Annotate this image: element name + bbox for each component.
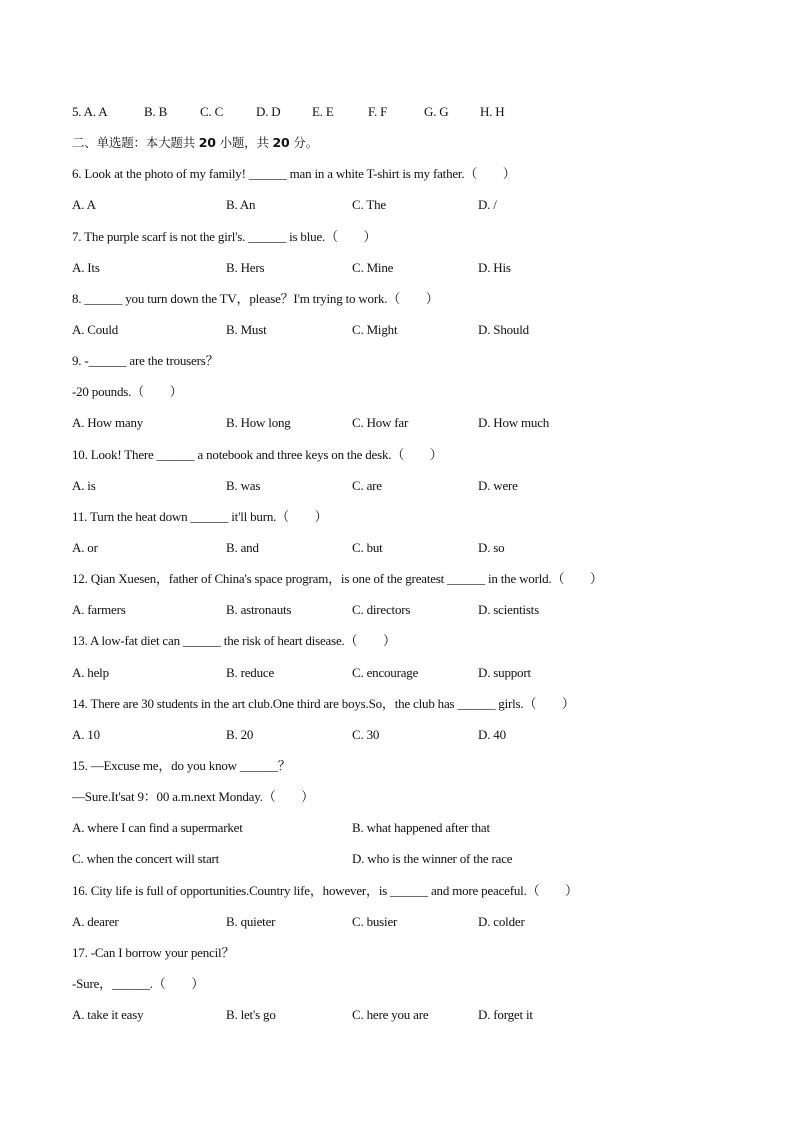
option: D. D xyxy=(256,104,281,119)
option: D. forget it xyxy=(478,1007,533,1023)
question-stem: —Sure.It'sat 9：00 a.m.next Monday.（ ） xyxy=(72,789,314,805)
option: C. here you are xyxy=(352,1007,429,1023)
option: C. Mine xyxy=(352,259,394,275)
option: A. take it easy xyxy=(72,1007,144,1023)
options-row xyxy=(72,850,752,881)
options-row xyxy=(72,539,752,570)
option: B. 20 xyxy=(226,726,254,742)
option: A. How many xyxy=(72,415,144,431)
option: C. Might xyxy=(352,321,398,337)
options-row xyxy=(72,196,752,227)
option: A. or xyxy=(72,539,98,555)
option: C. are xyxy=(352,477,382,493)
option: B. quieter xyxy=(226,913,276,929)
question-stem: -Sure，______.（ ） xyxy=(72,975,205,991)
option: D. were xyxy=(478,477,518,493)
option: D. scientists xyxy=(478,602,539,618)
options-row xyxy=(72,664,752,695)
option: C. The xyxy=(352,197,386,213)
option: A. Could xyxy=(72,321,119,337)
option: C. when the concert will start xyxy=(72,851,220,867)
question-stem: 13. A low-fat diet can ______ the risk of heart disease.（ ） xyxy=(72,633,396,649)
options-row xyxy=(72,819,752,850)
question-stem: 16. City life is full of opportunities.Country life，however，is ______ and more peaceful.（ ） xyxy=(72,882,578,898)
question-stem: 14. There are 30 students in the art club.One third are boys.So，the club has ______ girls.（ ） xyxy=(72,695,575,711)
option: B. and xyxy=(226,539,259,555)
options-row xyxy=(72,321,752,352)
options-row xyxy=(72,477,752,508)
option: A. farmers xyxy=(72,602,126,618)
option: A. dearer xyxy=(72,913,119,929)
question-stem: 12. Qian Xuesen，father of China's space program，is one of the greatest ______ in the world.（ ） xyxy=(72,571,603,587)
option: B. was xyxy=(226,477,261,493)
question-stem: -20 pounds.（ ） xyxy=(72,384,183,400)
option: A. A xyxy=(72,197,96,213)
option: D. support xyxy=(478,664,531,680)
option: A. 10 xyxy=(72,726,100,742)
option: D. 40 xyxy=(478,726,506,742)
option: A. help xyxy=(72,664,109,680)
option: A. is xyxy=(72,477,96,493)
question-list xyxy=(72,165,752,1037)
option: B. astronauts xyxy=(226,602,292,618)
options-row xyxy=(72,913,752,944)
option: D. How much xyxy=(478,415,550,431)
question-stem: 10. Look! There ______ a notebook and three keys on the desk.（ ） xyxy=(72,446,443,462)
option: C. encourage xyxy=(352,664,419,680)
option: C. 30 xyxy=(352,726,380,742)
question-stem: 7. The purple scarf is not the girl's. ______ is blue.（ ） xyxy=(72,228,377,244)
option: C. C xyxy=(200,104,224,119)
option: D. so xyxy=(478,539,505,555)
option: C. busier xyxy=(352,913,398,929)
option: C. but xyxy=(352,539,383,555)
option: 5. A. A xyxy=(72,104,108,119)
option: E. E xyxy=(312,104,334,119)
option: B. Hers xyxy=(226,259,265,275)
option: G. G xyxy=(424,104,449,119)
option: C. directors xyxy=(352,602,411,618)
question-stem: 17. -Can I borrow your pencil？ xyxy=(72,944,235,960)
options-row xyxy=(72,414,752,445)
options-row xyxy=(72,601,752,632)
option: B. let's go xyxy=(226,1007,276,1023)
question-stem: 11. Turn the heat down ______ it'll burn.（ ） xyxy=(72,508,328,524)
options-row xyxy=(72,259,752,290)
option: F. F xyxy=(368,104,388,119)
options-row xyxy=(72,1006,752,1037)
option: D. who is the winner of the race xyxy=(352,851,513,867)
option: B. reduce xyxy=(226,664,275,680)
option: A. where I can find a supermarket xyxy=(72,820,243,836)
option: B. what happened after that xyxy=(352,820,490,836)
option: B. An xyxy=(226,197,256,213)
question-5-options xyxy=(72,103,752,134)
question-stem: 9. -______ are the trousers？ xyxy=(72,353,219,369)
option: D. Should xyxy=(478,321,529,337)
option: B. Must xyxy=(226,321,267,337)
option: C. How far xyxy=(352,415,409,431)
option: D. / xyxy=(478,197,497,213)
exam-page xyxy=(72,103,752,1037)
option: B. How long xyxy=(226,415,291,431)
option: D. colder xyxy=(478,913,525,929)
option: H. H xyxy=(480,104,505,119)
question-stem: 8. ______ you turn down the TV，please？I'm trying to work.（ ） xyxy=(72,290,439,306)
question-stem: 6. Look at the photo of my family! ______ man in a white T-shirt is my father.（ ） xyxy=(72,166,516,182)
option: B. B xyxy=(144,104,168,119)
section-heading: 二、单选题：本大题共 20 小题，共 20 分。 xyxy=(72,135,318,151)
option: D. His xyxy=(478,259,511,275)
option: A. Its xyxy=(72,259,100,275)
options-row xyxy=(72,726,752,757)
question-stem: 15. —Excuse me，do you know ______？ xyxy=(72,757,291,773)
